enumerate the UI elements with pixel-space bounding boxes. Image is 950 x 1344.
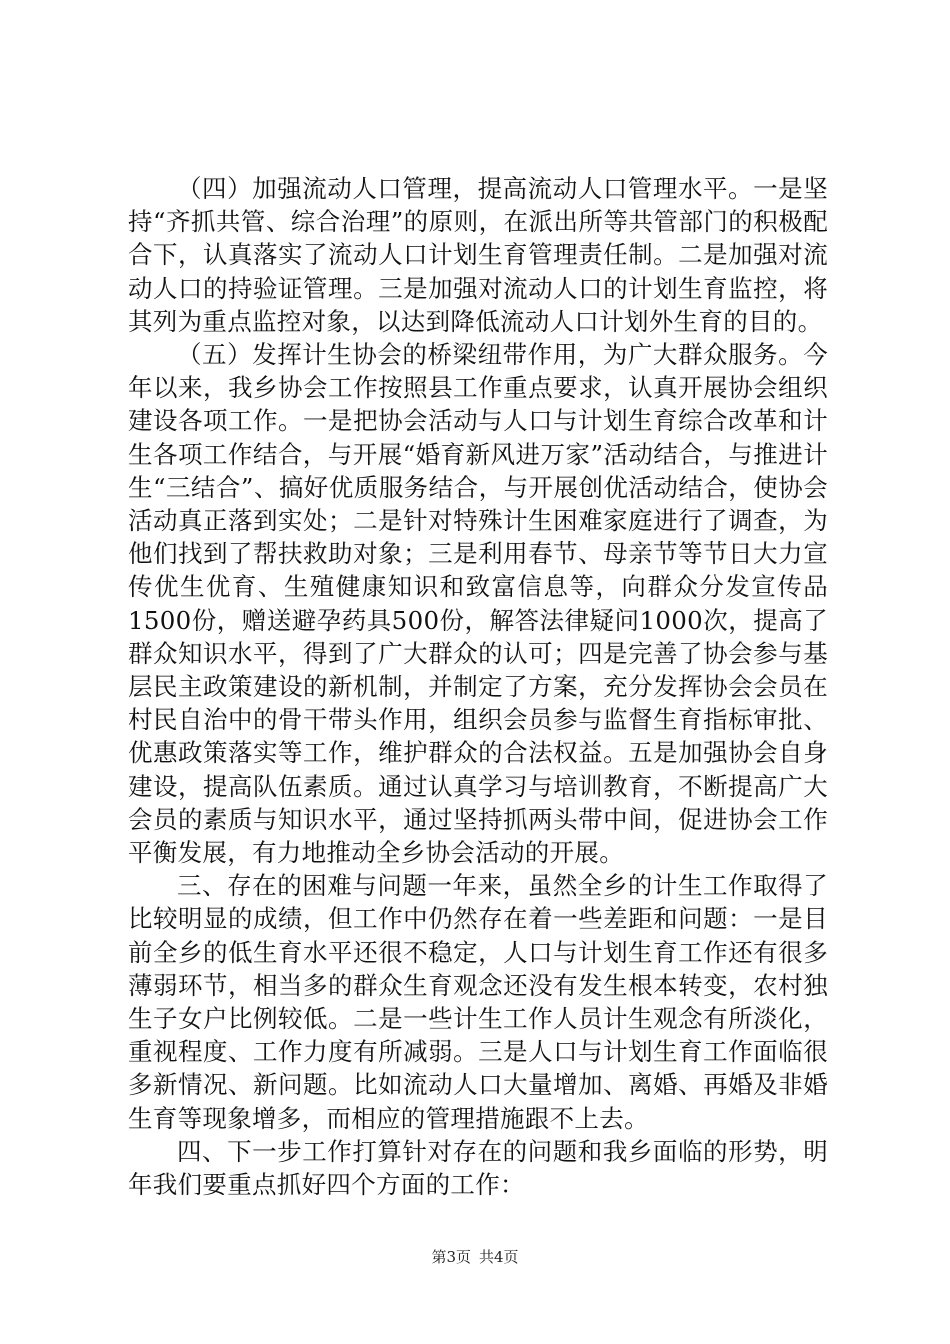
paragraph-five-association-role: （五）发挥计生协会的桥梁纽带作用，为广大群众服务。今年以来，我乡协会工作按照县工作重点要求，认真开展协会组织建设各项工作。一是把协会活动与人口与计划生育综合改革和计生各项工作结合，与开展“婚育新风进万家”活动结合，与推进计生“三结合”、搞好优质服务结合，与开展创优活动结合，使协会活动真正落到实处；二是针对特殊计生困难家庭进行了调查，为他们找到了帮扶救助对象；三是利用春节、母亲节等节日大力宣传优生优育、生殖健康知识和致富信息等，向群众分发宣传品1500份，赠送避孕药具500份，解答法律疑问1000次，提高了群众知识水平，得到了广大群众的认可；四是完善了协会参与基层民主政策建设的新机制，并制定了方案，充分发挥协会会员在村民自治中的骨干带头作用，组织会员参与监督生育指标审批、优惠政策落实等工作，维护群众的合法权益。五是加强协会自身建设，提高队伍素质。通过认真学习与培训教育，不断提高广大会员的素质与知识水平，通过坚持抓两头带中间，促进协会工作平衡发展，有力地推动全乡协会活动的开展。 (128, 340, 828, 868)
paragraph-four-migrant-management: （四）加强流动人口管理，提高流动人口管理水平。一是坚持“齐抓共管、综合治理”的原则，在派出所等共管部门的积极配合下，认真落实了流动人口计划生育管理责任制。二是加强对流动人口的持验证管理。三是加强对流动人口的计划生育监控，将其列为重点监控对象，以达到降低流动人口计划外生育的目的。 (128, 174, 828, 336)
page-footer (0, 1246, 950, 1267)
paragraph-difficulties-problems: 三、存在的困难与问题一年来，虽然全乡的计生工作取得了比较明显的成绩，但工作中仍然存在着一些差距和问题：一是目前全乡的低生育水平还很不稳定，人口与计划生育工作还有很多薄弱环节，相当多的群众生育观念还没有发生根本转变，农村独生子女户比例较低。二是一些计生工作人员计生观念有所淡化，重视程度、工作力度有所减弱。三是人口与计划生育工作面临很多新情况、新问题。比如流动人口大量增加、离婚、再婚及非婚生育等现象增多，而相应的管理措施跟不上去。 (128, 871, 828, 1133)
document-body (128, 172, 828, 1201)
paragraph-next-steps: 四、下一步工作打算针对存在的问题和我乡面临的形势，明年我们要重点抓好四个方面的工作： (128, 1136, 828, 1200)
page-number: 第3页 (431, 1248, 471, 1266)
page-total: 共4页 (479, 1248, 519, 1266)
